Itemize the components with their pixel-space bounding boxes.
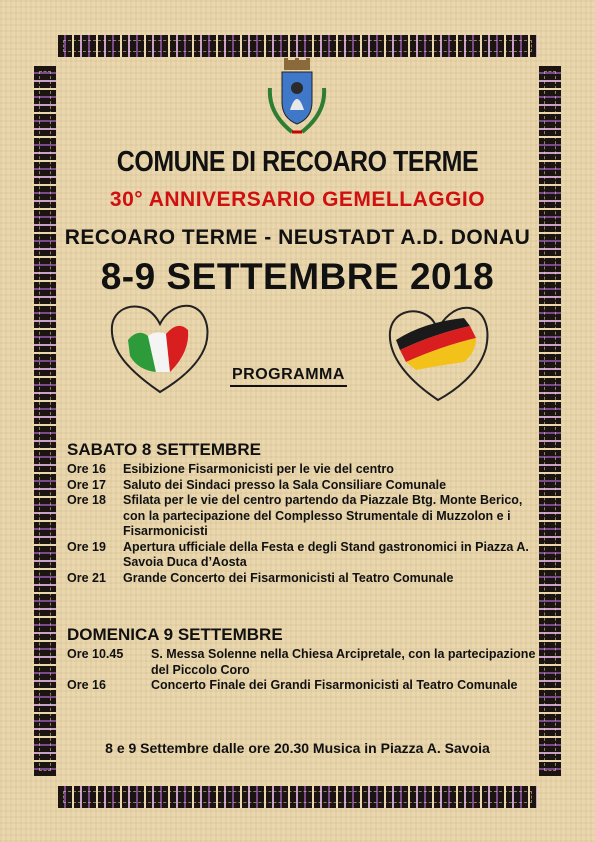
sunday-title: DOMENICA 9 SETTEMBRE — [67, 625, 283, 644]
event-time: Ore 16 — [67, 678, 106, 692]
list-item — [67, 478, 537, 494]
decorative-border-bottom — [58, 786, 537, 808]
evening-music-note: 8 e 9 Settembre dalle ore 20.30 Musica in Piazza A. Savoia — [105, 740, 490, 756]
event-time: Ore 18 — [67, 493, 106, 507]
list-item — [67, 493, 537, 540]
event-time: Ore 21 — [67, 570, 106, 585]
event-description: Saluto dei Sindaci presso la Sala Consiliare Comunale — [123, 477, 447, 492]
italy-flag-heart-icon — [108, 300, 212, 396]
event-description: Grande Concerto dei Fisarmonicisti al Teatro Comunale — [123, 570, 454, 585]
event-description: Esibizione Fisarmonicisti per le vie del centro — [123, 462, 394, 476]
germany-flag-heart-icon — [384, 300, 492, 404]
event-time: Ore 10.45 — [67, 647, 124, 661]
sunday-program — [67, 625, 537, 694]
twin-towns: RECOARO TERME - NEUSTADT A.D. DONAU — [64, 226, 531, 249]
event-description: Apertura ufficiale della Festa e degli Stand gastronomici in Piazza A. Savoia Duca d’Aosta — [123, 539, 529, 569]
event-description: S. Messa Solenne nella Chiesa Arcipretale, con la partecipazione del Piccolo Coro — [151, 647, 536, 677]
event-description: Sfilata per le vie del centro partendo da Piazzale Btg. Monte Berico, con la partecipazione del Complesso Strumentale di Muzzolon e i Fisarmonicisti — [123, 493, 523, 538]
saturday-program — [67, 440, 537, 586]
list-item — [67, 540, 537, 571]
list-item — [67, 678, 537, 694]
page-title: COMUNE DI RECOARO TERME — [116, 146, 479, 178]
event-dates: 8-9 SETTEMBRE 2018 — [100, 256, 495, 297]
coat-of-arms-icon — [262, 58, 332, 140]
event-time: Ore 19 — [67, 539, 106, 554]
event-description: Concerto Finale dei Grandi Fisarmonicisti al Teatro Comunale — [151, 678, 518, 692]
list-item — [67, 647, 537, 678]
list-item — [67, 462, 537, 478]
programma-heading: PROGRAMMA — [230, 366, 347, 387]
event-time: Ore 17 — [67, 477, 106, 492]
anniversary-subtitle: 30° ANNIVERSARIO GEMELLAGGIO — [109, 188, 486, 211]
saturday-title: SABATO 8 SETTEMBRE — [67, 440, 261, 459]
list-item — [67, 571, 537, 587]
event-time: Ore 16 — [67, 462, 106, 476]
decorative-border-top — [58, 35, 537, 57]
